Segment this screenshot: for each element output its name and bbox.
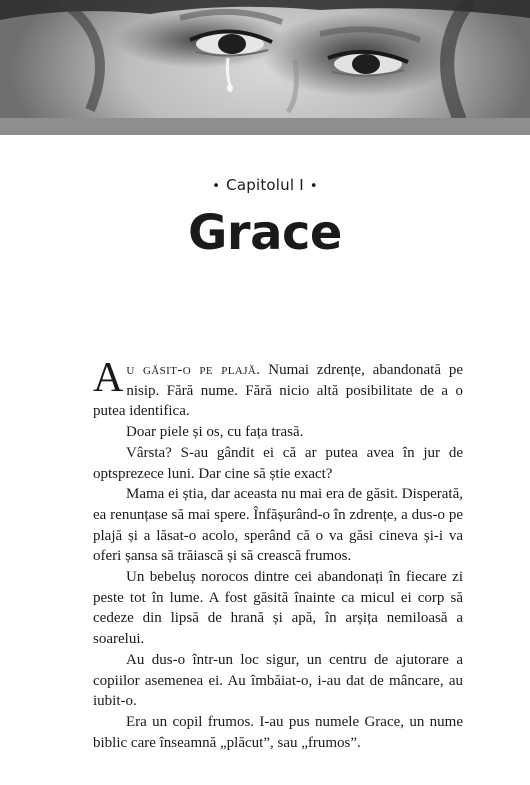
chapter-label <box>0 176 530 194</box>
paragraph-3: Vârsta? S-au gândit ei că ar putea avea în jur de optsprezece luni. Dar cine să știe exact? <box>93 444 463 482</box>
bullet-left: • <box>212 179 221 194</box>
body-text <box>93 355 463 753</box>
paragraph-1-text: Numai zdrențe, abandonată pe nisip. Fără nume. Fără nicio altă posibilitate de a o putea identifica. <box>93 362 463 420</box>
header-photo <box>0 0 530 135</box>
chapter-title: Grace <box>188 205 342 261</box>
opening-smallcaps: u găsit-o pe plajă. <box>126 362 261 378</box>
paragraph-1 <box>93 355 463 422</box>
paragraph-6: Au dus-o într-un loc sigur, un centru de ajutorare a copiilor asemenea ei. Au îmbăiat-o, i-au dat de mâncare, au iubit-o. <box>93 651 463 710</box>
crying-child-photo-icon <box>0 0 530 135</box>
bullet-right: • <box>309 179 318 194</box>
paragraph-7: Era un copil frumos. I-au pus numele Grace, un nume biblic care înseamnă „plăcut”, sau „frumos”. <box>93 713 463 751</box>
drop-cap: A <box>93 355 124 401</box>
paragraph-4: Mama ei știa, dar aceasta nu mai era de găsit. Disperată, ea renunțase să mai spere. Înfășurând-o în zdrențe, a dus-o pe plajă și a lăsat-o acolo, sperând că o va găsi cineva și-i va oferi șansa să trăiască și să crească frumos. <box>93 486 463 565</box>
paragraph-5: Un bebeluș norocos dintre cei abandonați în fiecare zi peste tot în lume. A fost găsită înainte ca micul ei corp să cedeze din lipsă de hrană și apă, în arșița nemiloasă a soarelui. <box>93 569 463 648</box>
paragraph-2: Doar piele și os, cu fața trasă. <box>126 424 304 441</box>
photo-bottom-band <box>0 118 530 135</box>
chapter-number: Capitolul I <box>226 176 304 194</box>
